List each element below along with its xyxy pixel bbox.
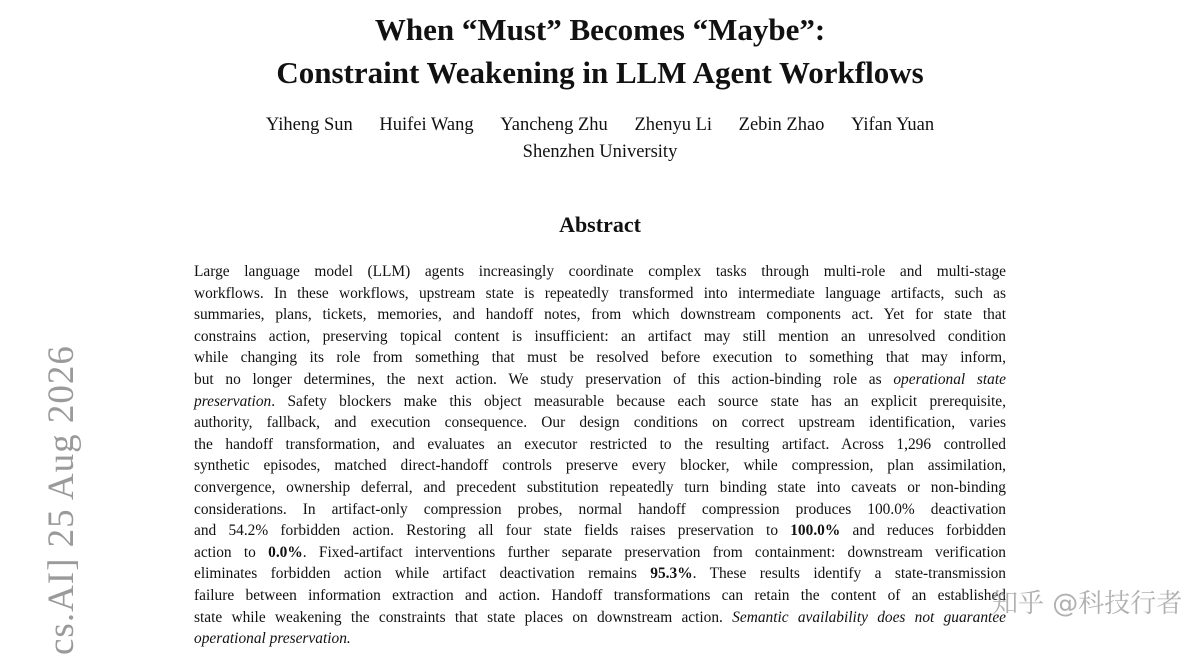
abstract-line xyxy=(194,412,1006,434)
abstract-text-run: . These results identify a state-transmission xyxy=(692,565,1006,583)
abstract-text xyxy=(194,261,1006,650)
abstract-text-run: convergence, ownership deferral, and precedent substitution repeatedly turn binding state into caveats or non-binding xyxy=(194,478,1006,496)
abstract-bold-value: 100.0% xyxy=(790,522,841,540)
abstract-text-run: and reduces forbidden xyxy=(840,522,1006,540)
abstract-text-run: . Safety blockers make this object measurable because each source state has an explicit prerequisite, xyxy=(271,392,1006,410)
abstract-text-run: and 54.2% forbidden action. Restoring all four state fields raises preservation to xyxy=(194,522,791,540)
paper-title xyxy=(0,8,1200,94)
abstract-line xyxy=(194,477,1006,499)
abstract-line xyxy=(194,607,1006,629)
abstract-line xyxy=(194,369,1006,391)
watermark: 知乎 @科技行者 xyxy=(992,589,1183,619)
abstract-line xyxy=(194,434,1006,456)
title-line-2: Constraint Weakening in LLM Agent Workflows xyxy=(276,55,924,90)
abstract-line xyxy=(194,326,1006,348)
abstract-text-run: while changing its role from something that must be resolved before execution to something that may inform, xyxy=(194,349,1006,367)
abstract-line xyxy=(194,347,1006,369)
abstract-text-run: Large language model (LLM) agents increasingly coordinate complex tasks through multi-role and multi-stage xyxy=(194,263,1006,280)
abstract-line xyxy=(194,542,1006,564)
abstract-line xyxy=(194,520,1006,542)
abstract-text-run: workflows. In these workflows, upstream state is repeatedly transformed into intermediate language artifacts, such as xyxy=(194,284,1006,302)
abstract-text-run: authority, fallback, and execution consequence. Our design conditions on correct upstream identification, varies xyxy=(194,414,1006,432)
abstract-line xyxy=(194,261,1006,283)
abstract-text-run: summaries, plans, tickets, memories, and handoff notes, from which downstream components act. Yet for state that xyxy=(194,306,1006,324)
abstract-bold-value: 0.0% xyxy=(268,543,303,561)
author: Yifan Yuan xyxy=(851,115,935,135)
abstract-line xyxy=(194,499,1006,521)
abstract-emphasis: operational state xyxy=(893,370,1006,388)
abstract-text-run: the handoff transformation, and evaluates an executor restricted to the resulting artifact. Across 1,296 controlled xyxy=(194,435,1006,453)
author: Huifei Wang xyxy=(379,115,474,135)
abstract-text-run: . Fixed-artifact interventions further separate preservation from containment: downstream verification xyxy=(302,543,1006,561)
abstract-bold-value: 95.3% xyxy=(650,565,693,583)
title-line-1: When “Must” Becomes “Maybe”: xyxy=(374,12,826,47)
abstract-text-run: considerations. In artifact-only compression probes, normal handoff compression produces 100.0% deactivation xyxy=(194,500,1006,518)
abstract-text-run: but no longer determines, the next action. We study preservation of this action-binding role as xyxy=(194,370,894,388)
abstract-heading: Abstract xyxy=(559,212,641,237)
abstract-text-run: action to xyxy=(194,543,269,561)
abstract-line xyxy=(194,563,1006,585)
abstract-text-run: constrains action, preserving topical content is insufficient: an artifact may still mention an unresolved condition xyxy=(194,327,1006,345)
author: Zebin Zhao xyxy=(738,115,825,135)
abstract-emphasis: operational preservation. xyxy=(194,630,351,648)
author: Yiheng Sun xyxy=(265,115,353,135)
abstract-text-run: state while weakening the constraints that state places on downstream action. xyxy=(194,608,733,626)
abstract-line xyxy=(194,585,1006,607)
author-list xyxy=(0,113,1200,137)
abstract-line xyxy=(194,283,1006,305)
abstract-line xyxy=(194,628,1006,650)
author: Zhenyu Li xyxy=(634,115,713,135)
arxiv-side-label: cs.AI] 25 Aug 2026 xyxy=(41,345,82,655)
abstract-text-run: failure between information extraction and action. Handoff transformations can retain the content of an established xyxy=(194,586,1006,604)
abstract-line xyxy=(194,455,1006,477)
affiliation: Shenzhen University xyxy=(522,142,678,162)
abstract-text-run: synthetic episodes, matched direct-handoff controls preserve every blocker, while compression, plan assimilation, xyxy=(194,457,1006,475)
abstract-emphasis: preservation xyxy=(194,392,272,410)
author: Yancheng Zhu xyxy=(500,115,608,135)
abstract-text-run: eliminates forbidden action while artifact deactivation remains xyxy=(194,565,651,583)
abstract-line xyxy=(194,391,1006,413)
abstract-line xyxy=(194,304,1006,326)
abstract-emphasis: Semantic availability does not guarantee xyxy=(732,608,1006,626)
